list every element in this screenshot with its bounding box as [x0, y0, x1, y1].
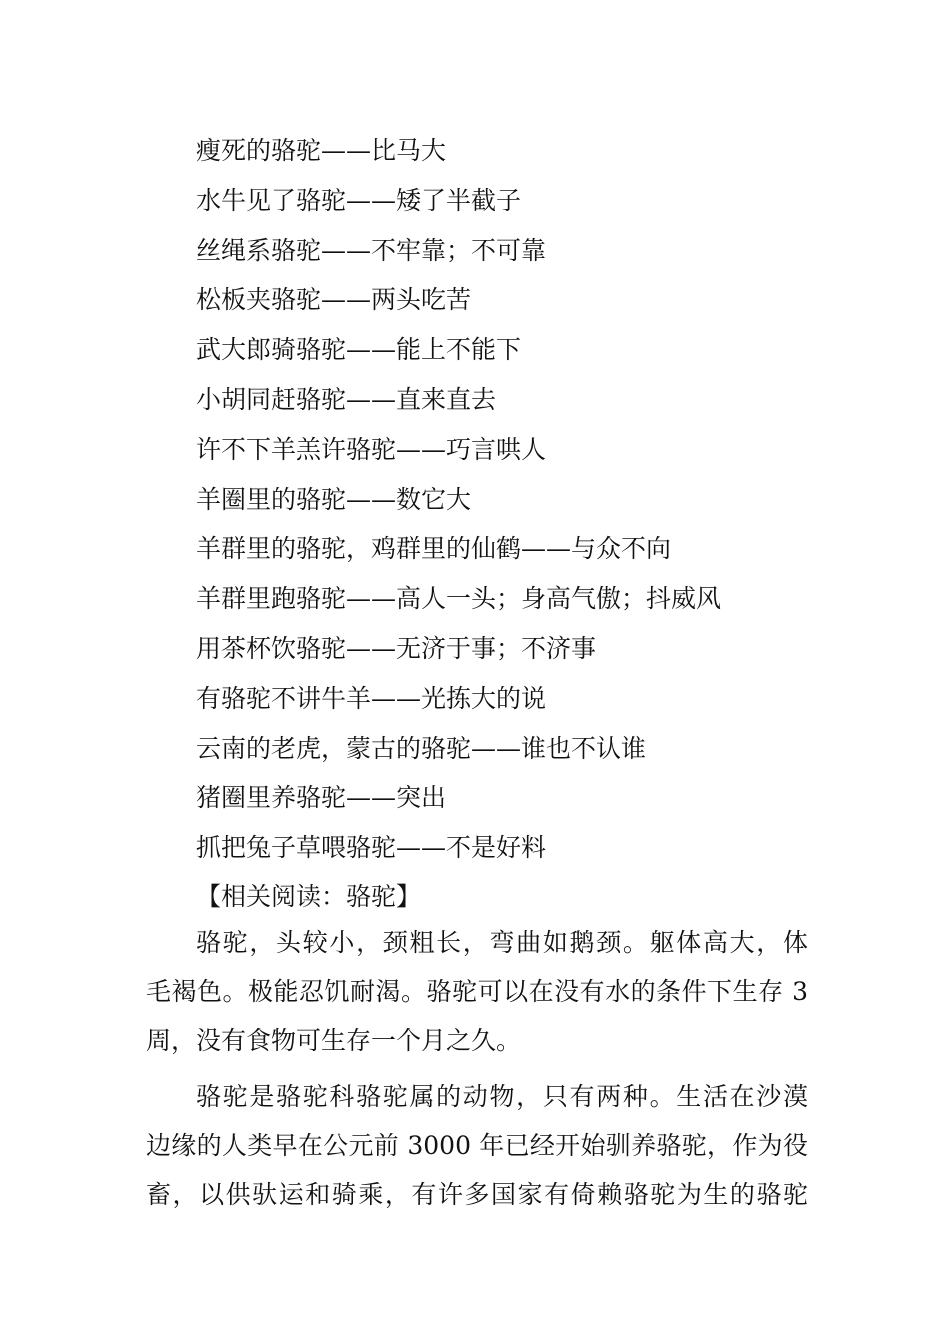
- paragraph-line: 畜，以供驮运和骑乘，有许多国家有倚赖骆驼为生的骆驼: [146, 1180, 808, 1209]
- idiom-line: 水牛见了骆驼——矮了半截子: [196, 185, 522, 215]
- idiom-list: [196, 126, 836, 873]
- idiom-line: 抓把兔子草喂骆驼——不是好料: [196, 833, 547, 863]
- idiom-line: 有骆驼不讲牛羊——光拣大的说: [196, 683, 547, 713]
- idiom-line: 许不下羊羔许骆驼——巧言哄人: [196, 434, 547, 464]
- body-paragraph: [146, 1072, 808, 1219]
- paragraph-line: 骆驼，头较小，颈粗长，弯曲如鹅颈。躯体高大，体: [196, 928, 808, 957]
- related-reading-heading: 【相关阅读：骆驼】: [196, 882, 422, 911]
- idiom-line: 猪圈里养骆驼——突出: [196, 783, 447, 813]
- paragraph-line: 周，没有食物可生存一个月之久。: [146, 1026, 522, 1055]
- body-paragraph: [146, 918, 808, 1065]
- idiom-line: 羊群里跑骆驼——高人一头；身高气傲；抖威风: [196, 584, 722, 614]
- paragraph-line: 边缘的人类早在公元前 3000 年已经开始驯养骆驼，作为役: [146, 1131, 808, 1160]
- idiom-line: 松板夹骆驼——两头吃苦: [196, 285, 472, 315]
- idiom-line: 羊群里的骆驼，鸡群里的仙鹤——与众不向: [196, 534, 672, 564]
- paragraph-line: 骆驼是骆驼科骆驼属的动物，只有两种。生活在沙漠: [196, 1082, 808, 1111]
- idiom-line: 瘦死的骆驼——比马大: [196, 136, 447, 165]
- idiom-line: 小胡同赶骆驼——直来直去: [196, 384, 497, 414]
- paragraph-line: 毛褐色。极能忍饥耐渴。骆驼可以在没有水的条件下生存 3: [146, 977, 808, 1006]
- idiom-line: 用茶杯饮骆驼——无济于事；不济事: [196, 633, 597, 663]
- idiom-line: 羊圈里的骆驼——数它大: [196, 484, 472, 514]
- idiom-line: 丝绳系骆驼——不牢靠；不可靠: [196, 235, 547, 265]
- idiom-line: 武大郎骑骆驼——能上不能下: [196, 335, 522, 365]
- idiom-line: 云南的老虎，蒙古的骆驼——谁也不认谁: [196, 733, 647, 763]
